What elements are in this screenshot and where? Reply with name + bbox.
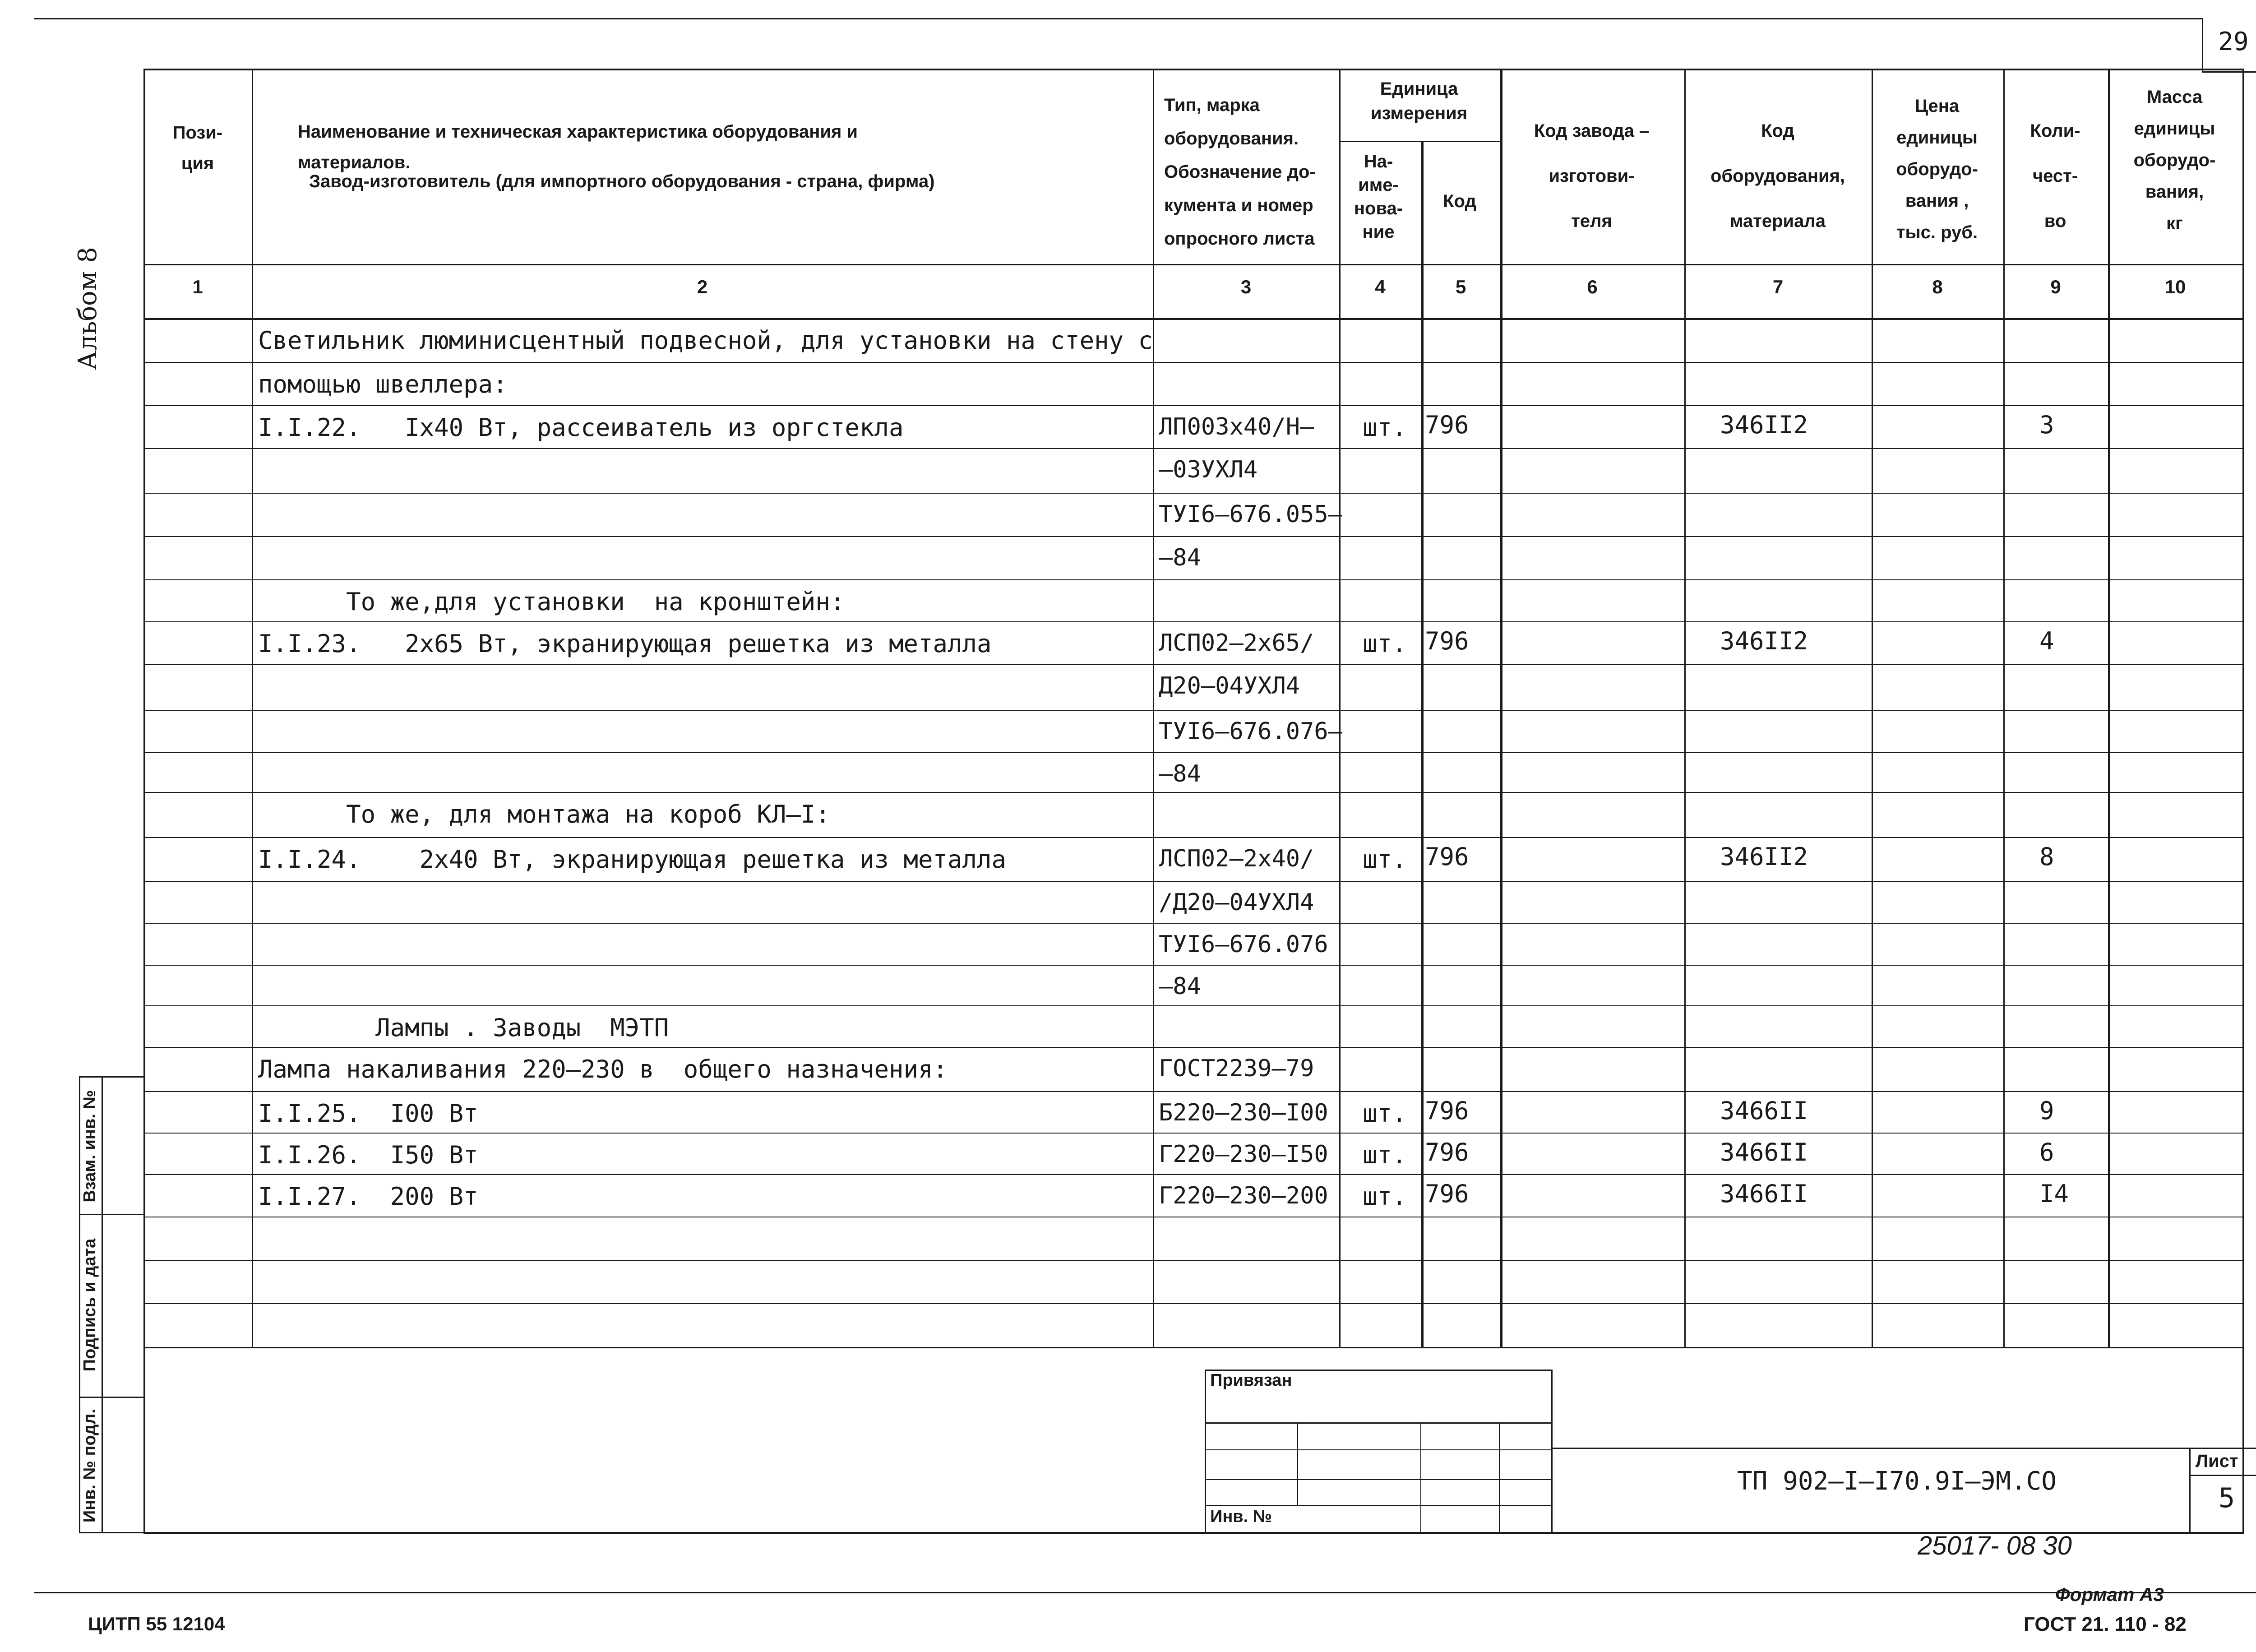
column-number: 9 (2050, 276, 2061, 297)
column-number: 5 (1455, 276, 1466, 297)
header-mass: Масса единицы оборудо- вания, кг (2133, 87, 2216, 233)
column-line-4 (1421, 141, 1424, 1347)
row-line (143, 493, 2242, 494)
row-unit: шт. (1363, 629, 1407, 658)
row-type: Б220–230–I00 (1159, 1099, 1328, 1126)
row-line (143, 1005, 2242, 1006)
row-unit-code: 796 (1425, 627, 1469, 655)
row-material-code: 3466II (1720, 1180, 1808, 1208)
row-name: I.I.23. 2х65 Вт, экранирующая решетка из металла (258, 629, 992, 658)
header-plant-code: Код завода – изготови- теля (1534, 121, 1650, 231)
handwritten-number: 25017- 08 30 (1918, 1531, 2072, 1560)
column-number: 7 (1772, 276, 1784, 297)
privyazan-left (1205, 1370, 1206, 1532)
column-number: 8 (1932, 276, 1943, 297)
row-unit-code: 796 (1425, 411, 1469, 439)
row-line (143, 965, 2242, 966)
row-line (143, 536, 2242, 537)
row-type: –03УХЛ4 (1159, 456, 1258, 483)
row-type: /Д20–04УХЛ4 (1159, 889, 1314, 916)
header-unit-code: Код (1443, 191, 1476, 211)
row-type: ТУI6–676.055– (1159, 501, 1342, 528)
row-unit: шт. (1363, 845, 1407, 874)
border-top (34, 18, 2202, 19)
row-material-code: 346II2 (1720, 411, 1808, 439)
row-quantity: 4 (2039, 627, 2054, 655)
column-number: 2 (697, 276, 708, 297)
body-bottom-line (143, 1347, 2244, 1348)
privyazan-label: Привязан (1210, 1371, 1292, 1390)
column-number: 4 (1375, 276, 1386, 297)
row-name: I.I.22. Ix40 Вт, рассеиватель из оргстекла (258, 413, 904, 442)
document-designation: ТП 902–I–I70.9I–ЭМ.СО (1737, 1467, 2057, 1496)
row-name: Лампа накаливания 220–230 в общего назначения: (258, 1055, 948, 1083)
row-name: I.I.24. 2х40 Вт, экранирующая решетка из металла (258, 845, 1007, 874)
row-name: Лампы . Заводы МЭТП (258, 1013, 669, 1042)
table-right-line (2242, 69, 2244, 1532)
row-line (143, 579, 2242, 580)
row-material-code: 346II2 (1720, 842, 1808, 871)
sheet-number: 5 (2218, 1482, 2235, 1514)
row-type: ТУI6–676.076– (1159, 718, 1342, 745)
row-type: ЛСП02–2х40/ (1159, 845, 1314, 872)
row-name: помощью швеллера: (258, 370, 508, 398)
privyazan-right (1551, 1370, 1553, 1532)
border-bottom (34, 1592, 2256, 1593)
sheet-label: Лист (2196, 1451, 2238, 1471)
row-unit-code: 796 (1425, 1180, 1469, 1208)
privyazan-vline3 (1499, 1422, 1500, 1533)
row-type: ТУI6–676.076 (1159, 931, 1328, 958)
column-number: 6 (1587, 276, 1598, 297)
unit-group-divider (1339, 141, 1500, 142)
row-line (143, 1174, 2242, 1175)
header-position: Пози- ция (172, 123, 223, 173)
privyazan-row3 (1205, 1479, 1552, 1480)
row-type: –84 (1159, 760, 1201, 787)
row-line (143, 621, 2242, 622)
privyazan-vline1 (1297, 1422, 1298, 1506)
side-stamp-inner (102, 1076, 103, 1533)
row-type: –84 (1159, 973, 1201, 1000)
side-stamp-top (79, 1076, 143, 1078)
row-unit: шт. (1363, 1141, 1407, 1169)
row-line (143, 792, 2242, 793)
row-type: ЛСП02–2х65/ (1159, 629, 1314, 657)
row-quantity: 6 (2039, 1138, 2054, 1166)
row-name: То же, для монтажа на короб КЛ–I: (258, 800, 830, 828)
sheet-box-div (2189, 1475, 2256, 1476)
row-quantity: 3 (2039, 411, 2054, 439)
row-quantity: 9 (2039, 1097, 2054, 1125)
header-equipment-code: Код оборудования, материала (1710, 121, 1845, 231)
row-line (143, 837, 2242, 838)
row-name: I.I.27. 200 Вт (258, 1182, 478, 1211)
row-name: I.I.25. I00 Вт (258, 1099, 478, 1128)
row-unit-code: 796 (1425, 1097, 1469, 1125)
column-number: 1 (192, 276, 203, 297)
column-line-3 (1339, 69, 1341, 1347)
table-top-line (143, 69, 2244, 70)
header-unit-group: Единица измерения (1370, 79, 1468, 123)
privyazan-row1 (1205, 1422, 1552, 1424)
row-line (143, 1047, 2242, 1048)
row-line (143, 1133, 2242, 1134)
row-type: ЛП003х40/Н– (1159, 413, 1314, 440)
row-quantity: 8 (2039, 842, 2054, 871)
privyazan-row4 (1205, 1505, 1552, 1506)
row-type: Г220–230–200 (1159, 1182, 1328, 1209)
column-line-6 (1684, 69, 1686, 1347)
row-line (143, 1091, 2242, 1092)
column-line-8 (2003, 69, 2005, 1347)
header-quantity: Коли- чест- во (2030, 121, 2080, 231)
row-type: –84 (1159, 544, 1201, 571)
side-label-replacement-inv: Взам. инв. № (80, 1090, 99, 1203)
row-name: То же,для установки на кронштейн: (258, 588, 845, 616)
row-line (143, 405, 2242, 406)
row-unit-code: 796 (1425, 1138, 1469, 1166)
stamp-inv-label: Инв. № (1210, 1507, 1272, 1526)
header-price: Цена единицы оборудо- вания , тыс. руб. (1896, 96, 1978, 242)
row-line (143, 881, 2242, 882)
row-line (143, 752, 2242, 753)
row-unit: шт. (1363, 413, 1407, 442)
row-unit: шт. (1363, 1099, 1407, 1128)
footer-left-code: ЦИТП 55 12104 (88, 1613, 225, 1634)
numbers-bottom-line (143, 318, 2244, 320)
header-unit-name: На- име- нова- ние (1354, 152, 1403, 242)
column-number: 3 (1240, 276, 1252, 297)
row-line (143, 362, 2242, 363)
row-line (143, 1303, 2242, 1304)
side-label-signature-date: Подпись и дата (80, 1238, 99, 1372)
privyazan-vline2 (1420, 1422, 1421, 1533)
column-line-7 (1872, 69, 1873, 1347)
column-line-9 (2108, 69, 2110, 1347)
row-line (143, 710, 2242, 711)
row-line (143, 448, 2242, 449)
row-type: Г220–230–I50 (1159, 1141, 1328, 1168)
designation-top (1552, 1448, 2256, 1449)
row-line (143, 923, 2242, 924)
page-number-box-bottom (2202, 71, 2256, 73)
row-material-code: 3466II (1720, 1138, 1808, 1166)
row-name: I.I.26. I50 Вт (258, 1141, 478, 1169)
header-bottom-line (143, 264, 2244, 265)
row-unit: шт. (1363, 1182, 1407, 1211)
header-name-line1: Наименование и техническая характеристика оборудования и материалов. (298, 122, 858, 172)
header-type: Тип, марка оборудования. Обозначение до- кумента и номер опросного листа (1164, 95, 1316, 249)
privyazan-row2 (1205, 1449, 1552, 1450)
header-name-line2: Завод-изготовитель (для импортного оборудования - страна, фирма) (309, 171, 935, 191)
row-type: ГОСТ2239–79 (1159, 1055, 1314, 1082)
side-label-original-inv: Инв. № подл. (80, 1408, 99, 1523)
row-material-code: 346II2 (1720, 627, 1808, 655)
page-number: 29 (2218, 27, 2249, 56)
column-line-2 (1153, 69, 1154, 1347)
album-label: Альбом 8 (73, 247, 102, 370)
footer-standard: ГОСТ 21. 110 - 82 (2024, 1613, 2187, 1635)
row-unit-code: 796 (1425, 842, 1469, 871)
row-material-code: 3466II (1720, 1097, 1808, 1125)
column-line-1 (252, 69, 253, 1347)
column-line-5 (1500, 69, 1502, 1347)
column-number: 10 (2164, 276, 2186, 297)
row-type: Д20–04УХЛ4 (1159, 672, 1300, 699)
row-line (143, 664, 2242, 665)
row-quantity: I4 (2039, 1180, 2069, 1208)
row-name: Светильник люминисцентный подвесной, для установки на стену с (258, 326, 1153, 355)
page-number-box-left (2202, 18, 2203, 72)
row-line (143, 1260, 2242, 1261)
format-label: Формат А3 (2055, 1584, 2164, 1605)
